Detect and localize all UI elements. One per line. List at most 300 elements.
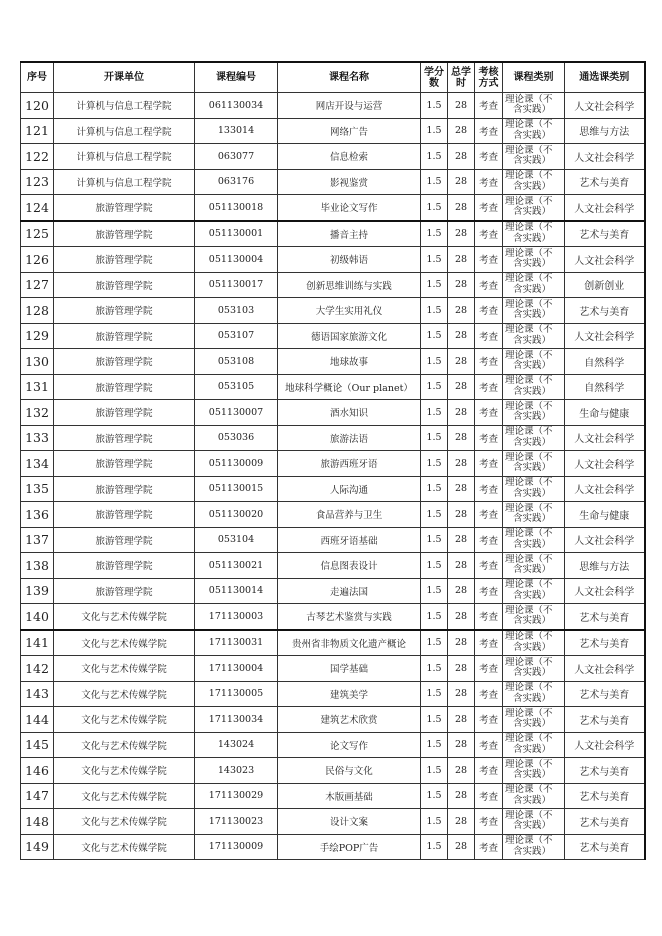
cell-course-code: 051130018	[195, 195, 278, 221]
cell-course-code: 053105	[195, 374, 278, 400]
cell-credits: 1.5	[421, 502, 448, 528]
cell-hours: 28	[448, 783, 475, 809]
table-row	[21, 630, 645, 656]
table-row	[21, 144, 645, 170]
cell-assessment: 考查	[475, 732, 503, 758]
cell-course-name: 贵州省非物质文化遗产概论	[278, 630, 421, 656]
table-row	[21, 809, 645, 835]
course-type-line1: 理论课（不	[505, 579, 553, 591]
cell-course-code: 061130034	[195, 93, 278, 119]
cell-elective-category: 自然科学	[565, 374, 645, 400]
cell-index: 145	[21, 732, 54, 758]
table-row	[21, 527, 645, 553]
header-assessment: 考核方式	[475, 62, 503, 93]
course-type-line2: 含实践）	[513, 743, 552, 755]
cell-credits: 1.5	[421, 425, 448, 451]
course-type-line1: 理论课（不	[505, 273, 553, 285]
cell-index: 133	[21, 425, 54, 451]
cell-credits: 1.5	[421, 247, 448, 273]
cell-elective-category: 人文社会科学	[565, 425, 645, 451]
cell-credits: 1.5	[421, 272, 448, 298]
cell-credits: 1.5	[421, 604, 448, 630]
cell-elective-category: 人文社会科学	[565, 476, 645, 502]
cell-assessment: 考查	[475, 425, 503, 451]
course-type-line2: 含实践）	[513, 845, 552, 857]
cell-credits: 1.5	[421, 630, 448, 656]
cell-index: 130	[21, 349, 54, 375]
cell-elective-category: 思维与方法	[565, 118, 645, 144]
cell-index: 125	[21, 221, 54, 247]
cell-index: 144	[21, 707, 54, 733]
cell-course-name: 旅游西班牙语	[278, 451, 421, 477]
cell-index: 148	[21, 809, 54, 835]
table-row	[21, 118, 645, 144]
course-type-line1: 理论课（不	[505, 93, 553, 105]
cell-course-name: 网店开设与运营	[278, 93, 421, 119]
cell-course-name: 德语国家旅游文化	[278, 323, 421, 349]
cell-credits: 1.5	[421, 707, 448, 733]
cell-assessment: 考查	[475, 247, 503, 273]
cell-credits: 1.5	[421, 732, 448, 758]
cell-hours: 28	[448, 93, 475, 119]
cell-course-type	[503, 400, 565, 426]
course-type-line2: 含实践）	[513, 692, 552, 704]
course-type-line2: 含实践）	[513, 411, 552, 423]
table-row	[21, 272, 645, 298]
cell-course-type	[503, 681, 565, 707]
cell-course-type	[503, 783, 565, 809]
cell-course-code: 171130009	[195, 834, 278, 860]
cell-course-name: 国学基础	[278, 656, 421, 682]
cell-credits: 1.5	[421, 169, 448, 195]
cell-hours: 28	[448, 502, 475, 528]
cell-elective-category: 艺术与美育	[565, 707, 645, 733]
cell-assessment: 考查	[475, 298, 503, 324]
course-type-line1: 理论课（不	[505, 451, 553, 463]
cell-hours: 28	[448, 578, 475, 604]
cell-index: 142	[21, 656, 54, 682]
cell-hours: 28	[448, 272, 475, 298]
cell-course-name: 大学生实用礼仪	[278, 298, 421, 324]
cell-course-name: 影视鉴赏	[278, 169, 421, 195]
table-row	[21, 578, 645, 604]
cell-course-name: 信息检索	[278, 144, 421, 170]
header-credits: 学分数	[421, 62, 448, 93]
cell-course-name: 西班牙语基础	[278, 527, 421, 553]
cell-assessment: 考查	[475, 374, 503, 400]
cell-elective-category: 人文社会科学	[565, 527, 645, 553]
cell-hours: 28	[448, 451, 475, 477]
cell-assessment: 考查	[475, 221, 503, 247]
course-type-line1: 理论课（不	[505, 170, 553, 182]
table-row	[21, 93, 645, 119]
cell-course-name: 民俗与文化	[278, 758, 421, 784]
cell-course-type	[503, 630, 565, 656]
cell-course-code: 063077	[195, 144, 278, 170]
cell-department: 旅游管理学院	[54, 451, 195, 477]
course-type-line1: 理论课（不	[505, 553, 553, 565]
table-row	[21, 374, 645, 400]
cell-course-type	[503, 707, 565, 733]
cell-assessment: 考查	[475, 400, 503, 426]
cell-course-code: 051130020	[195, 502, 278, 528]
table-body	[21, 93, 645, 860]
cell-elective-category: 艺术与美育	[565, 169, 645, 195]
cell-course-code: 053036	[195, 425, 278, 451]
cell-credits: 1.5	[421, 93, 448, 119]
cell-course-code: 053108	[195, 349, 278, 375]
course-type-line1: 理论课（不	[505, 477, 553, 489]
cell-hours: 28	[448, 604, 475, 630]
cell-index: 128	[21, 298, 54, 324]
table-row	[21, 732, 645, 758]
course-type-line2: 含实践）	[513, 258, 552, 270]
cell-course-type	[503, 349, 565, 375]
table-row	[21, 298, 645, 324]
cell-hours: 28	[448, 630, 475, 656]
cell-course-name: 古琴艺术鉴赏与实践	[278, 604, 421, 630]
cell-course-code: 051130015	[195, 476, 278, 502]
cell-department: 计算机与信息工程学院	[54, 118, 195, 144]
cell-index: 134	[21, 451, 54, 477]
cell-elective-category: 人文社会科学	[565, 195, 645, 221]
course-type-line1: 理论课（不	[505, 835, 553, 847]
table-row	[21, 349, 645, 375]
cell-course-type	[503, 527, 565, 553]
cell-index: 120	[21, 93, 54, 119]
cell-course-name: 地球科学概论（Our planet）	[278, 374, 421, 400]
cell-elective-category: 艺术与美育	[565, 630, 645, 656]
course-type-line1: 理论课（不	[505, 247, 553, 259]
course-type-line1: 理论课（不	[505, 631, 553, 643]
course-type-line1: 理论课（不	[505, 195, 553, 207]
cell-hours: 28	[448, 834, 475, 860]
cell-course-type	[503, 476, 565, 502]
cell-assessment: 考查	[475, 758, 503, 784]
cell-elective-category: 人文社会科学	[565, 144, 645, 170]
cell-assessment: 考查	[475, 681, 503, 707]
cell-index: 139	[21, 578, 54, 604]
course-type-line2: 含实践）	[513, 667, 552, 679]
header-course-code: 课程编号	[195, 62, 278, 93]
cell-index: 149	[21, 834, 54, 860]
course-type-line2: 含实践）	[513, 564, 552, 576]
header-department: 开课单位	[54, 62, 195, 93]
cell-hours: 28	[448, 169, 475, 195]
cell-elective-category: 生命与健康	[565, 502, 645, 528]
cell-assessment: 考查	[475, 118, 503, 144]
course-type-line1: 理论课（不	[505, 222, 553, 234]
cell-hours: 28	[448, 527, 475, 553]
cell-department: 旅游管理学院	[54, 425, 195, 451]
cell-credits: 1.5	[421, 527, 448, 553]
cell-course-name: 论文写作	[278, 732, 421, 758]
cell-index: 126	[21, 247, 54, 273]
course-type-line2: 含实践）	[513, 718, 552, 730]
course-type-line2: 含实践）	[513, 769, 552, 781]
cell-hours: 28	[448, 400, 475, 426]
cell-index: 147	[21, 783, 54, 809]
course-type-line2: 含实践）	[513, 820, 552, 832]
course-type-line2: 含实践）	[513, 462, 552, 474]
cell-credits: 1.5	[421, 298, 448, 324]
cell-course-type	[503, 809, 565, 835]
cell-hours: 28	[448, 247, 475, 273]
cell-course-code: 051130007	[195, 400, 278, 426]
cell-course-type	[503, 502, 565, 528]
cell-elective-category: 人文社会科学	[565, 732, 645, 758]
cell-course-code: 171130003	[195, 604, 278, 630]
cell-course-name: 网络广告	[278, 118, 421, 144]
course-type-line2: 含实践）	[513, 283, 552, 295]
cell-course-type	[503, 118, 565, 144]
cell-course-code: 171130005	[195, 681, 278, 707]
course-type-line2: 含实践）	[513, 206, 552, 218]
header-index: 序号	[21, 62, 54, 93]
cell-course-type	[503, 451, 565, 477]
course-type-line1: 理论课（不	[505, 733, 553, 745]
cell-assessment: 考查	[475, 783, 503, 809]
cell-credits: 1.5	[421, 144, 448, 170]
cell-department: 旅游管理学院	[54, 272, 195, 298]
cell-index: 123	[21, 169, 54, 195]
cell-credits: 1.5	[421, 656, 448, 682]
cell-department: 旅游管理学院	[54, 400, 195, 426]
cell-index: 143	[21, 681, 54, 707]
cell-index: 131	[21, 374, 54, 400]
cell-department: 计算机与信息工程学院	[54, 93, 195, 119]
cell-elective-category: 思维与方法	[565, 553, 645, 579]
cell-assessment: 考查	[475, 834, 503, 860]
cell-course-code: 143024	[195, 732, 278, 758]
cell-department: 文化与艺术传媒学院	[54, 630, 195, 656]
cell-course-type	[503, 272, 565, 298]
course-type-line1: 理论课（不	[505, 426, 553, 438]
table-row	[21, 476, 645, 502]
cell-assessment: 考查	[475, 349, 503, 375]
cell-credits: 1.5	[421, 374, 448, 400]
cell-department: 文化与艺术传媒学院	[54, 681, 195, 707]
course-type-line2: 含实践）	[513, 615, 552, 627]
cell-course-type	[503, 578, 565, 604]
course-type-line2: 含实践）	[513, 334, 552, 346]
course-type-line1: 理论课（不	[505, 682, 553, 694]
cell-course-code: 171130023	[195, 809, 278, 835]
cell-index: 136	[21, 502, 54, 528]
cell-course-code: 053107	[195, 323, 278, 349]
cell-elective-category: 艺术与美育	[565, 221, 645, 247]
cell-elective-category: 艺术与美育	[565, 809, 645, 835]
cell-credits: 1.5	[421, 118, 448, 144]
cell-department: 计算机与信息工程学院	[54, 169, 195, 195]
cell-course-name: 设计文案	[278, 809, 421, 835]
cell-credits: 1.5	[421, 809, 448, 835]
cell-index: 135	[21, 476, 54, 502]
cell-assessment: 考查	[475, 604, 503, 630]
cell-elective-category: 人文社会科学	[565, 578, 645, 604]
cell-elective-category: 艺术与美育	[565, 298, 645, 324]
course-type-line1: 理论课（不	[505, 298, 553, 310]
header-elective-category: 通选课类别	[565, 62, 645, 93]
cell-course-code: 051130004	[195, 247, 278, 273]
course-type-line2: 含实践）	[513, 436, 552, 448]
course-type-line2: 含实践）	[513, 129, 552, 141]
cell-course-type	[503, 247, 565, 273]
cell-department: 文化与艺术传媒学院	[54, 758, 195, 784]
cell-assessment: 考查	[475, 553, 503, 579]
cell-department: 旅游管理学院	[54, 247, 195, 273]
cell-assessment: 考查	[475, 93, 503, 119]
cell-hours: 28	[448, 323, 475, 349]
cell-index: 132	[21, 400, 54, 426]
cell-department: 文化与艺术传媒学院	[54, 732, 195, 758]
cell-hours: 28	[448, 425, 475, 451]
course-type-line1: 理论课（不	[505, 375, 553, 387]
cell-course-code: 171130031	[195, 630, 278, 656]
cell-course-name: 走遍法国	[278, 578, 421, 604]
cell-department: 旅游管理学院	[54, 553, 195, 579]
cell-course-type	[503, 834, 565, 860]
cell-department: 旅游管理学院	[54, 221, 195, 247]
cell-hours: 28	[448, 195, 475, 221]
cell-elective-category: 艺术与美育	[565, 681, 645, 707]
cell-assessment: 考查	[475, 578, 503, 604]
cell-index: 127	[21, 272, 54, 298]
header-row	[21, 62, 645, 93]
cell-course-type	[503, 758, 565, 784]
cell-course-name: 地球故事	[278, 349, 421, 375]
course-type-line1: 理论课（不	[505, 324, 553, 336]
cell-department: 文化与艺术传媒学院	[54, 783, 195, 809]
course-type-line1: 理论课（不	[505, 784, 553, 796]
cell-department: 计算机与信息工程学院	[54, 144, 195, 170]
cell-course-type	[503, 656, 565, 682]
cell-credits: 1.5	[421, 553, 448, 579]
cell-department: 旅游管理学院	[54, 298, 195, 324]
cell-hours: 28	[448, 809, 475, 835]
course-type-line1: 理论课（不	[505, 604, 553, 616]
header-hours: 总学时	[448, 62, 475, 93]
cell-course-code: 133014	[195, 118, 278, 144]
course-type-line2: 含实践）	[513, 385, 552, 397]
course-type-line2: 含实践）	[513, 232, 552, 244]
cell-elective-category: 人文社会科学	[565, 323, 645, 349]
cell-assessment: 考查	[475, 630, 503, 656]
cell-credits: 1.5	[421, 681, 448, 707]
cell-elective-category: 创新创业	[565, 272, 645, 298]
cell-credits: 1.5	[421, 451, 448, 477]
table-row	[21, 553, 645, 579]
cell-index: 138	[21, 553, 54, 579]
cell-elective-category: 人文社会科学	[565, 656, 645, 682]
cell-department: 旅游管理学院	[54, 195, 195, 221]
header-course-name: 课程名称	[278, 62, 421, 93]
cell-assessment: 考查	[475, 502, 503, 528]
cell-hours: 28	[448, 656, 475, 682]
cell-course-code: 053103	[195, 298, 278, 324]
cell-elective-category: 人文社会科学	[565, 247, 645, 273]
cell-index: 140	[21, 604, 54, 630]
cell-course-name: 信息图表设计	[278, 553, 421, 579]
table-row	[21, 681, 645, 707]
cell-elective-category: 艺术与美育	[565, 758, 645, 784]
cell-elective-category: 艺术与美育	[565, 783, 645, 809]
cell-credits: 1.5	[421, 195, 448, 221]
course-type-line1: 理论课（不	[505, 119, 553, 131]
course-table	[20, 61, 646, 860]
course-type-line1: 理论课（不	[505, 809, 553, 821]
cell-course-name: 毕业论文写作	[278, 195, 421, 221]
course-type-line2: 含实践）	[513, 487, 552, 499]
cell-assessment: 考查	[475, 195, 503, 221]
table-row	[21, 783, 645, 809]
cell-hours: 28	[448, 758, 475, 784]
cell-course-name: 食品营养与卫生	[278, 502, 421, 528]
cell-elective-category: 人文社会科学	[565, 451, 645, 477]
cell-hours: 28	[448, 349, 475, 375]
cell-credits: 1.5	[421, 476, 448, 502]
course-type-line2: 含实践）	[513, 589, 552, 601]
cell-hours: 28	[448, 118, 475, 144]
course-type-line1: 理论课（不	[505, 144, 553, 156]
cell-course-name: 木版画基础	[278, 783, 421, 809]
cell-department: 旅游管理学院	[54, 349, 195, 375]
cell-assessment: 考查	[475, 707, 503, 733]
cell-credits: 1.5	[421, 578, 448, 604]
cell-course-code: 051130017	[195, 272, 278, 298]
cell-department: 旅游管理学院	[54, 502, 195, 528]
cell-credits: 1.5	[421, 349, 448, 375]
cell-course-type	[503, 195, 565, 221]
cell-hours: 28	[448, 476, 475, 502]
cell-index: 141	[21, 630, 54, 656]
table-row	[21, 656, 645, 682]
course-type-line2: 含实践）	[513, 180, 552, 192]
cell-index: 146	[21, 758, 54, 784]
cell-course-type	[503, 298, 565, 324]
cell-department: 旅游管理学院	[54, 527, 195, 553]
cell-course-code: 171130004	[195, 656, 278, 682]
table-row	[21, 604, 645, 630]
cell-course-name: 人际沟通	[278, 476, 421, 502]
table-row	[21, 195, 645, 221]
cell-assessment: 考查	[475, 451, 503, 477]
cell-course-code: 171130034	[195, 707, 278, 733]
table-row	[21, 169, 645, 195]
table-row	[21, 221, 645, 247]
cell-hours: 28	[448, 221, 475, 247]
cell-assessment: 考查	[475, 656, 503, 682]
cell-index: 129	[21, 323, 54, 349]
table-row	[21, 707, 645, 733]
cell-course-code: 171130029	[195, 783, 278, 809]
cell-course-type	[503, 732, 565, 758]
cell-course-name: 手绘POP广告	[278, 834, 421, 860]
cell-index: 122	[21, 144, 54, 170]
cell-assessment: 考查	[475, 144, 503, 170]
cell-course-code: 063176	[195, 169, 278, 195]
cell-hours: 28	[448, 681, 475, 707]
cell-course-code: 051130001	[195, 221, 278, 247]
cell-credits: 1.5	[421, 323, 448, 349]
cell-course-name: 初级韩语	[278, 247, 421, 273]
cell-course-code: 053104	[195, 527, 278, 553]
cell-hours: 28	[448, 553, 475, 579]
cell-course-type	[503, 374, 565, 400]
table-row	[21, 758, 645, 784]
cell-assessment: 考查	[475, 323, 503, 349]
course-type-line2: 含实践）	[513, 104, 552, 116]
